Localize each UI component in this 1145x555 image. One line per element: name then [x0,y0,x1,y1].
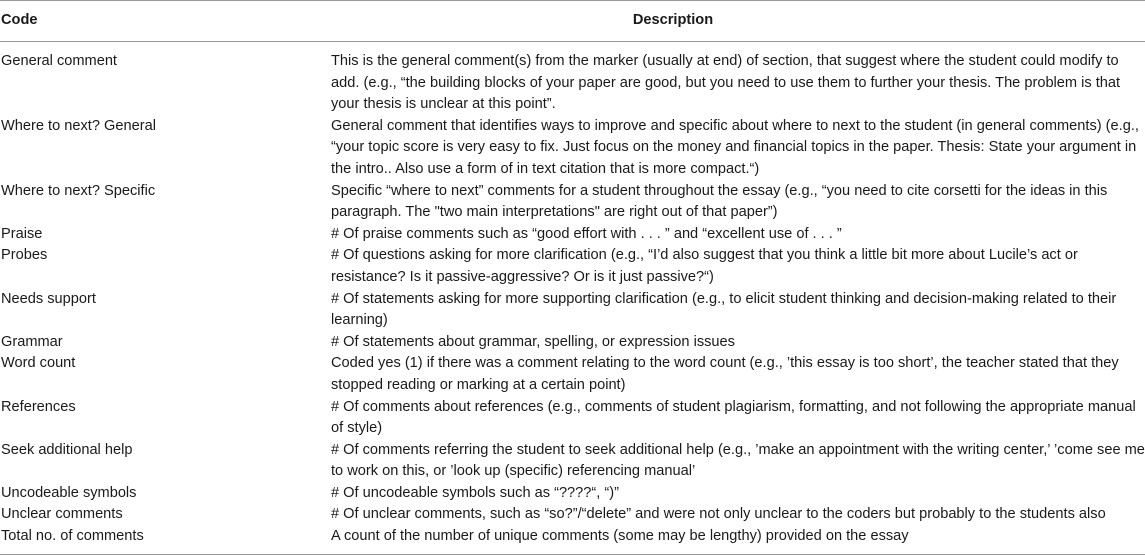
table-header-row [0,1,1145,42]
description-cell: Specific “where to next” comments for a student throughout the essay (e.g., “you need to cite corsetti for the ideas in this paragraph. The "two main interpretations" are right out of that paper”) [331,182,1108,221]
description-cell: This is the general comment(s) from the marker (usually at end) of section, that suggest where the student could modify to add. (e.g., “the building blocks of your paper are good, but you need to use them to further your thesis. The problem is that your thesis is unclear at this point”. [331,53,1121,113]
table-row [0,289,1145,332]
description-cell: Coded yes (1) if there was a comment relating to the word count (e.g., ’this essay is too short’, the teacher stated that they stopped reading or marking at a certain point) [331,355,1119,393]
code-cell: Word count [1,355,76,372]
table-row [0,245,1145,288]
description-cell: # Of comments about references (e.g., comments of student plagiarism, formatting, and not following the appropriate manual of style) [331,398,1136,437]
code-cell: Where to next? General [1,117,156,134]
table-row [0,332,1145,354]
code-cell: Praise [1,225,43,242]
code-cell: Needs support [1,290,96,307]
description-cell: # Of uncodeable symbols such as “????“, “)” [331,484,619,501]
code-cell: Seek additional help [1,441,133,458]
table-row [0,116,1145,181]
table-row [0,397,1145,440]
code-cell: Total no. of comments [1,528,144,545]
column-header-code: Code [0,1,331,42]
code-cell: Probes [1,247,48,264]
table-row [0,526,1145,554]
description-cell: A count of the number of unique comments (some may be lengthy) provided on the essay [331,528,909,545]
description-cell: # Of unclear comments, such as “so?”/“delete” and were not only unclear to the coders but probably to the students also [331,506,1106,523]
description-cell: # Of praise comments such as “good effort with . . . ” and “excellent use of . . . ” [331,225,842,242]
table-row [0,353,1145,396]
description-cell: General comment that identifies ways to improve and specific about where to next to the student (in general comments) (e.g., “your topic score is very easy to fix. Just focus on the money and financial topics in the paper. Thesis: State your argument in the intro.. Also use a form of in text citation that is more compact.“) [331,117,1139,177]
code-cell: Uncodeable symbols [1,484,137,501]
description-cell: # Of statements asking for more supporting clarification (e.g., to elicit student thinking and decision-making related to their learning) [331,290,1117,329]
column-header-description: Description [331,1,1145,42]
description-cell: # Of statements about grammar, spelling, or expression issues [331,333,735,350]
code-cell: Grammar [1,333,63,350]
table-row [0,42,1145,116]
table-row [0,224,1145,246]
description-cell: # Of comments referring the student to seek additional help (e.g., ’make an appointment with the writing center,’ ’come see me to work on this, or ’look up (specific) referencing manual’ [331,441,1145,480]
code-cell: Where to next? Specific [1,182,156,199]
table-row [0,504,1145,526]
description-cell: # Of questions asking for more clarification (e.g., “I’d also suggest that you think a little bit more about Lucile’s act or resistance? Is it passive-aggressive? Or is it just passive?“) [331,247,1078,285]
table-row [0,440,1145,483]
table-row [0,181,1145,224]
table-row [0,483,1145,505]
code-cell: General comment [1,53,117,69]
code-cell: Unclear comments [1,506,123,523]
code-cell: References [1,398,76,415]
